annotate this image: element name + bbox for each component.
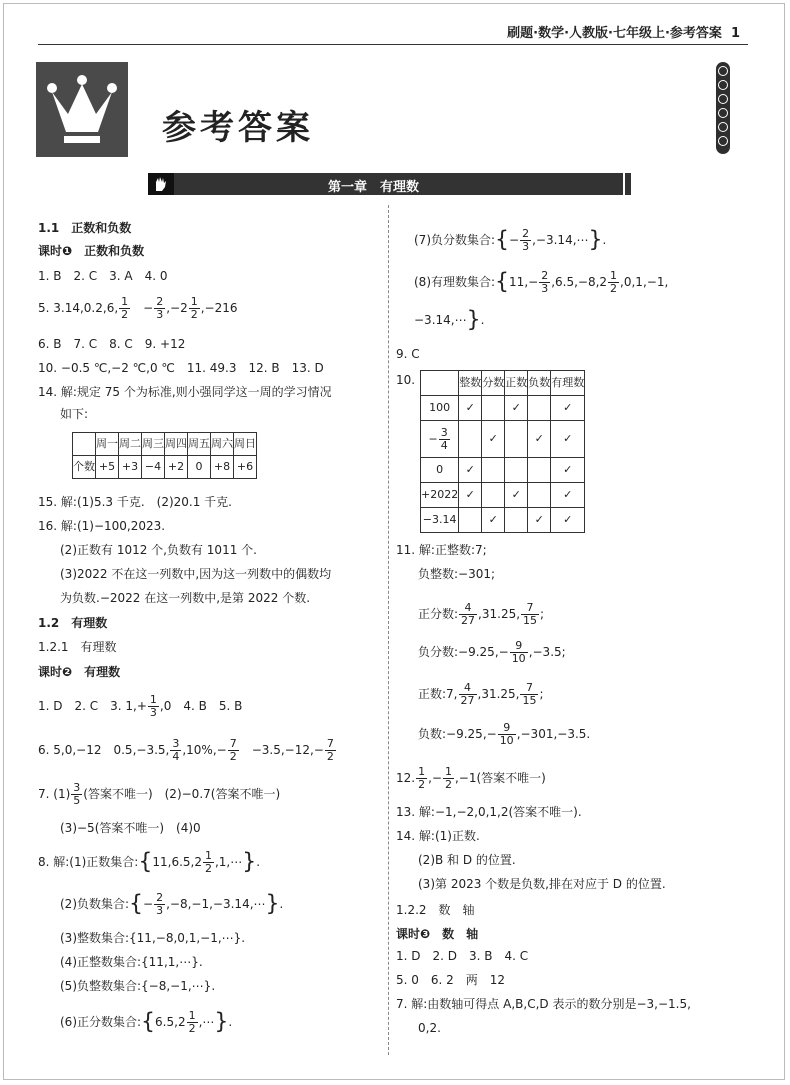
answer-line: 为负数.−2022 在这一列数中,是第 2022 个数. — [60, 591, 311, 605]
answer-line: (5)负整数集合:{−8,−1,⋯}. — [60, 979, 216, 993]
lesson-heading: 课时❷ 有理数 — [38, 665, 121, 679]
page-number: 1 — [730, 26, 740, 41]
table-cell: ✓ — [551, 421, 585, 458]
answer-line: 0,2. — [418, 1021, 441, 1035]
chapter-banner — [148, 173, 623, 195]
chapter-title: 第一章 有理数 — [328, 180, 420, 195]
table-cell — [459, 508, 482, 533]
answer-line: 6. 5,0,−12 0.5,−3.5, $\frac{3}{4}$ ,10%,− $\frac{7}{2}$ −3.5,−12,− $\frac{7}{2}$ — [38, 737, 334, 763]
table-cell: ✓ — [505, 396, 528, 421]
answer-line: 1. B 2. C 3. A 4. 0 — [38, 269, 168, 283]
answer-line: 7. (1) $\frac{3}{5}$ (答案不唯一) (2)−0.7(答案不唯一) — [38, 781, 281, 807]
column-divider — [388, 205, 389, 1055]
table-cell: +2022 — [421, 483, 459, 508]
table-cell — [421, 371, 459, 396]
table-cell: +5 — [96, 456, 119, 479]
table-cell: +6 — [234, 456, 257, 479]
table-cell: 周二 — [119, 433, 142, 456]
table-cell: 负数 — [528, 371, 551, 396]
answer-line: 负数:−9.25,− $\frac{9}{10}$ ,−301,−3.5. — [418, 721, 591, 747]
answer-line: 正分数: $\frac{4}{27}$ ,31.25, $\frac{7}{15}$ ; — [418, 601, 545, 627]
table-cell — [482, 396, 505, 421]
section-heading: 1.2.2 数 轴 — [396, 903, 475, 917]
section-heading: 1.1 正数和负数 — [38, 221, 132, 235]
table-cell: 0 — [421, 458, 459, 483]
table-cell: 周日 — [234, 433, 257, 456]
table-cell: 正数 — [505, 371, 528, 396]
week-table — [72, 432, 257, 479]
table-cell — [505, 421, 528, 458]
answer-line: 6. B 7. C 8. C 9. +12 — [38, 337, 186, 351]
running-title: 刷题·数学·人教版·七年级上·参考答案 1 — [507, 26, 740, 41]
table-cell: ✓ — [482, 421, 505, 458]
section-heading: 1.2.1 有理数 — [38, 640, 117, 654]
answer-line: (6)正分数集合:{6.5,2 $\frac{1}{2}$ ,⋯}. — [60, 1009, 233, 1035]
table-cell — [505, 508, 528, 533]
table-cell: 周四 — [165, 433, 188, 456]
answer-line: −3.14,⋯}. — [414, 307, 485, 333]
table-cell: 周六 — [211, 433, 234, 456]
table-cell: ✓ — [459, 483, 482, 508]
answer-line: 15. 解:(1)5.3 千克. (2)20.1 千克. — [38, 495, 232, 509]
answer-line: (2)B 和 D 的位置. — [418, 853, 516, 867]
answer-line: 14. 解:规定 75 个为标准,则小强同学这一周的学习情况 — [38, 385, 332, 399]
table-cell: ✓ — [528, 508, 551, 533]
table-cell: +8 — [211, 456, 234, 479]
table-cell: ✓ — [551, 396, 585, 421]
table-cell: ✓ — [482, 508, 505, 533]
answer-line: 10. — [396, 373, 416, 387]
answer-line: 正数:7, $\frac{4}{27}$ ,31.25, $\frac{7}{15}$ ; — [418, 681, 544, 707]
table-cell: 0 — [188, 456, 211, 479]
answer-line: (7)负分数集合:{− $\frac{2}{3}$ ,−3.14,⋯}. — [414, 227, 607, 253]
table-cell: ✓ — [459, 458, 482, 483]
answer-line: 1. D 2. C 3. 1,+ $\frac{1}{3}$ ,0 4. B 5. B — [38, 693, 243, 719]
answer-line: 5. 3.14,0.2,6, $\frac{1}{2}$ − $\frac{2}{3}$ ,−2 $\frac{1}{2}$ ,−216 — [38, 295, 238, 321]
table-cell: ✓ — [459, 396, 482, 421]
answer-line: 12. $\frac{1}{2}$ ,− $\frac{1}{2}$ ,−1(答案不唯一) — [396, 765, 546, 791]
section-heading: 1.2 有理数 — [38, 616, 108, 630]
table-cell — [528, 458, 551, 483]
table-cell: ✓ — [551, 483, 585, 508]
hand-icon — [148, 173, 174, 195]
answer-line: (3)整数集合:{11,−8,0,1,−1,⋯}. — [60, 931, 246, 945]
table-cell: 整数 — [459, 371, 482, 396]
table-cell — [482, 458, 505, 483]
side-tab-icon — [716, 62, 730, 154]
answer-line: 负整数:−301; — [418, 567, 496, 581]
table-cell: 周五 — [188, 433, 211, 456]
answer-line: 10. −0.5 ℃,−2 ℃,0 ℃ 11. 49.3 12. B 13. D — [38, 361, 324, 375]
table-cell: ✓ — [528, 421, 551, 458]
page-title: 参考答案 — [162, 108, 314, 148]
table-cell: +3 — [119, 456, 142, 479]
answer-line: (3)第 2023 个数是负数,排在对应于 D 的位置. — [418, 877, 666, 891]
crown-logo-icon — [36, 62, 128, 157]
answer-line: 如下: — [60, 407, 89, 421]
table-cell — [528, 396, 551, 421]
answer-line: (3)−5(答案不唯一) (4)0 — [60, 821, 201, 835]
set-table — [420, 370, 585, 533]
table-cell: +2 — [165, 456, 188, 479]
answer-line: (8)有理数集合:{11,− $\frac{2}{3}$ ,6.5,−8,2 $\frac{1}{2}$ ,0,1,−1, — [414, 269, 669, 295]
table-cell: 分数 — [482, 371, 505, 396]
answer-line: 14. 解:(1)正数. — [396, 829, 480, 843]
table-cell: − $\frac{3}{4}$ — [421, 421, 459, 458]
answer-line: (4)正整数集合:{11,1,⋯}. — [60, 955, 203, 969]
table-cell: −3.14 — [421, 508, 459, 533]
answer-line: 7. 解:由数轴可得点 A,B,C,D 表示的数分别是−3,−1.5, — [396, 997, 691, 1011]
table-cell: 周三 — [142, 433, 165, 456]
table-cell: −4 — [142, 456, 165, 479]
table-cell: ✓ — [551, 508, 585, 533]
answer-line: (3)2022 不在这一列数中,因为这一列数中的偶数均 — [60, 567, 332, 581]
answer-line: 16. 解:(1)−100,2023. — [38, 519, 166, 533]
table-cell: 周一 — [96, 433, 119, 456]
answer-line: (2)正数有 1012 个,负数有 1011 个. — [60, 543, 257, 557]
table-cell — [528, 483, 551, 508]
answer-line: 负分数:−9.25,− $\frac{9}{10}$ ,−3.5; — [418, 639, 566, 665]
table-cell: ✓ — [505, 483, 528, 508]
answer-line: (2)负数集合:{− $\frac{2}{3}$ ,−8,−1,−3.14,⋯}. — [60, 891, 284, 917]
answer-line: 13. 解:−1,−2,0,1,2(答案不唯一). — [396, 805, 582, 819]
table-cell: 个数 — [73, 456, 96, 479]
table-cell — [505, 458, 528, 483]
answer-line: 1. D 2. D 3. B 4. C — [396, 949, 529, 963]
lesson-heading: 课时❶ 正数和负数 — [38, 244, 145, 258]
table-cell — [482, 483, 505, 508]
answer-line: 5. 0 6. 2 两 12 — [396, 973, 506, 987]
lesson-heading: 课时❸ 数 轴 — [396, 927, 479, 941]
table-cell: ✓ — [551, 458, 585, 483]
table-cell — [459, 421, 482, 458]
running-header — [38, 16, 748, 45]
table-cell: 100 — [421, 396, 459, 421]
answer-line: 11. 解:正整数:7; — [396, 543, 487, 557]
table-cell — [73, 433, 96, 456]
answer-line: 8. 解:(1)正数集合:{11,6.5,2 $\frac{1}{2}$ ,1,⋯}. — [38, 849, 261, 875]
answer-line: 9. C — [396, 347, 420, 361]
table-cell: 有理数 — [551, 371, 585, 396]
